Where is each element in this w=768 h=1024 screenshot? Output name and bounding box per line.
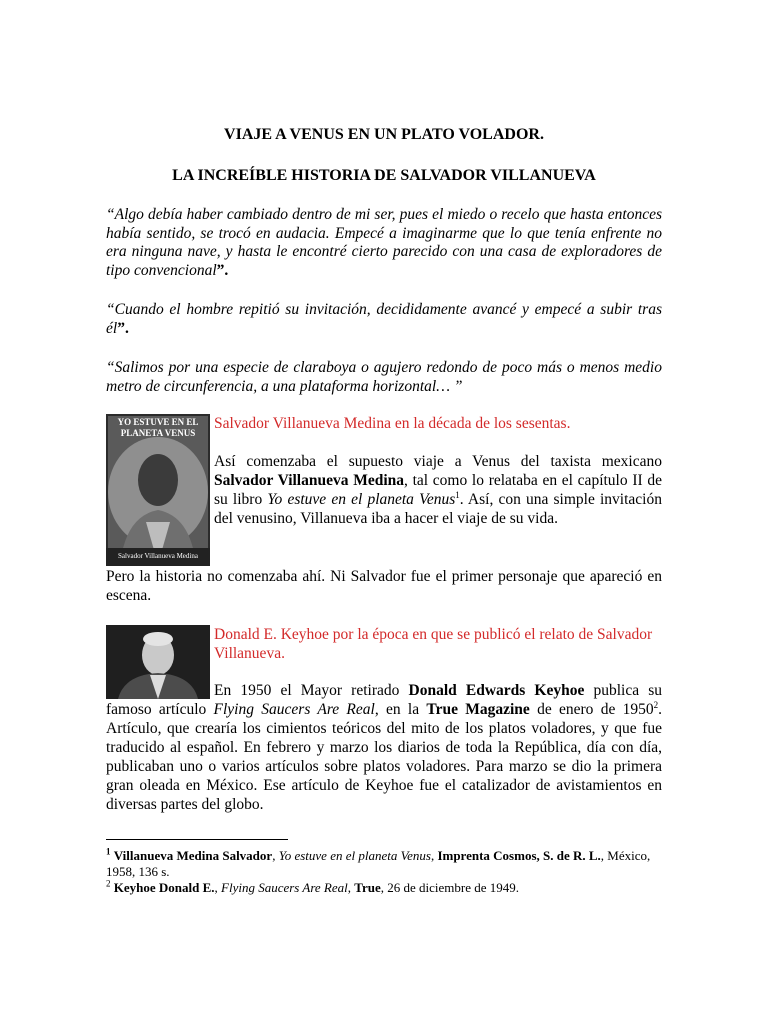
paragraph-2: Pero la historia no comenzaba ahí. Ni Salvador fue el primer personaje que apareció en escena.	[106, 568, 662, 604]
book-cover-image	[106, 414, 210, 566]
figure-2-caption: Donald E. Keyhoe por la época en que se publicó el relato de Salvador Villanueva.	[214, 626, 653, 662]
quote-1: “Algo debía haber cambiado dentro de mi ser, pues el miedo o recelo que hasta entonces había sentido, se trocó en audacia. Empecé a imaginarme que lo que tenía enfrente no era ninguna nave, y hasta le encontré cierto parecido con una casa de exploradores de tipo convencional”.	[106, 206, 662, 279]
book-cover-title: YO ESTUVE EN EL PLANETA VENUS	[117, 417, 199, 438]
footnote-separator	[106, 839, 288, 840]
paragraph-3: En 1950 el Mayor retirado Donald Edwards Keyhoe publica su famoso artículo Flying Saucers Are Real, en la True Magazine de enero de 1950$^2$. Artículo, que crearía los cimientos teóricos del mito de los platos voladores, y que fue traducido al español. En febrero y marzo los diarios de toda la República, día con día, publicaban uno o varios artículos sobre platos voladores. Para marzo se dio la primera gran oleada en México. Ese artículo de Keyhoe fue el catalizador de avistamientos en diversas partes del globo.	[106, 682, 662, 813]
book-cover-author: Salvador Villanueva Medina	[118, 552, 198, 560]
paragraph-1: Así comenzaba el supuesto viaje a Venus del taxista mexicano Salvador Villanueva Medina, tal como lo relataba en el capítulo II de su libro Yo estuve en el planeta Venus$^1$. Así, con una simple invitación del venusino, Villanueva iba a hacer el viaje de su vida.	[214, 453, 662, 527]
footnote-2: $^2$ Keyhoe Donald E., Flying Saucers Are Real, True, 26 de diciembre de 1949.	[106, 878, 519, 895]
document-subtitle: LA INCREÍBLE HISTORIA DE SALVADOR VILLANUEVA	[172, 167, 596, 184]
document-title: VIAJE A VENUS EN UN PLATO VOLADOR.	[224, 126, 544, 143]
quote-2: “Cuando el hombre repitió su invitación, decididamente avancé y empecé a subir tras él”.	[106, 301, 662, 337]
figure-1-caption: Salvador Villanueva Medina en la década de los sesentas.	[214, 415, 571, 432]
quote-3: “Salimos por una especie de claraboya o agujero redondo de poco más o menos medio metro de circunferencia, a una plataforma horizontal… ”	[106, 359, 662, 395]
footnote-1: $^1$ Villanueva Medina Salvador, Yo estuve en el planeta Venus, Imprenta Cosmos, S. de R. L., México, 1958, 136 s.	[106, 846, 651, 879]
